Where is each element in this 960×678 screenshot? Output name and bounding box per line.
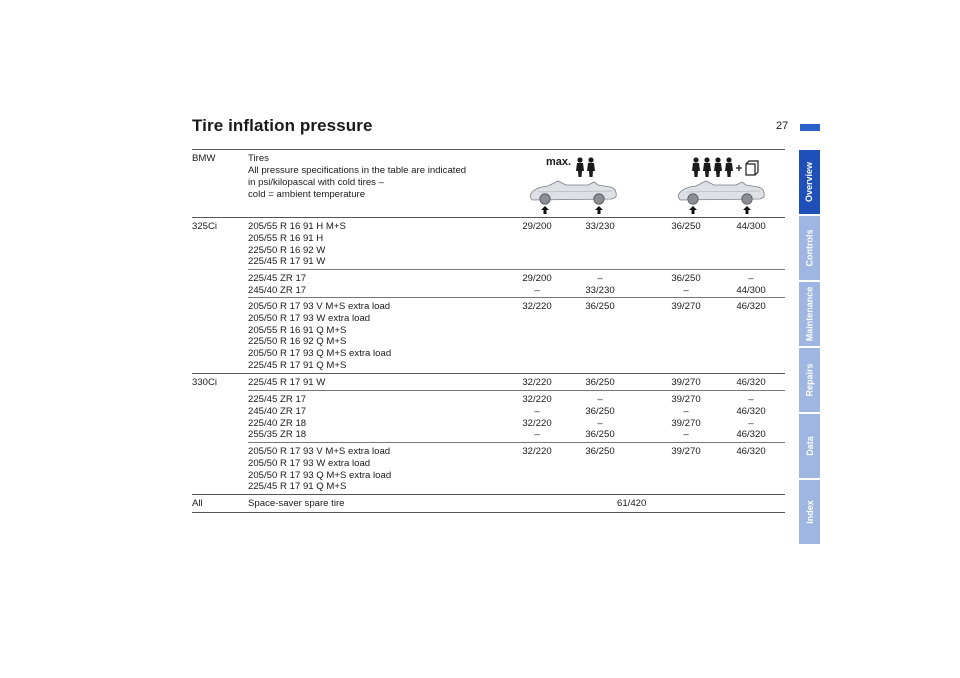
row-tires: 205/50 R 17 93 V M+S extra load 205/50 R 17 93 W extra load 205/50 R 17 93 Q M+S extra load 225/45 R 17 91 Q M+S [248,446,392,493]
row-pressure-normal-front: 29/200 [522,221,552,232]
row-pressure-full-rear: 46/320 [736,377,766,388]
row-pressure-full-front: 36/250 – [671,273,701,296]
section-accent-block [800,124,820,131]
header-tires-note: All pressure specifications in the table are indicated in psi/kilopascal with cold tires – cold = ambient temperature [248,165,467,200]
header-model-label: BMW [192,153,216,164]
row-pressure-full-front: 36/250 [671,221,701,232]
row-pressure-normal-rear: 36/250 [585,377,615,388]
row-divider [248,297,785,298]
spare-top-rule [192,494,785,495]
row-tires: 205/50 R 17 93 V M+S extra load 205/50 R 17 93 W extra load 205/55 R 16 91 Q M+S 225/50 R 16 92 Q M+S 205/50 R 17 93 Q M+S extra load 225/45 R 17 91 Q M+S [248,301,392,371]
row-pressure-full-front: 39/270 [671,377,701,388]
row-divider [248,390,785,391]
row-pressure-full-rear: – 46/320 – 46/320 [736,394,766,441]
row-pressure-normal-front: 32/220 [522,377,552,388]
row-pressure-normal-rear: 33/230 [585,221,615,232]
row-pressure-full-front: 39/270 – 39/270 – [671,394,701,441]
row-pressure-full-front: 39/270 [671,301,701,312]
row-pressure-full-rear: 44/300 [736,221,766,232]
max-label: max. [546,156,572,168]
row-pressure-normal-front: 32/220 [522,301,552,312]
row-pressure-normal-front: 29/200 – [522,273,552,296]
row-model: 330Ci [192,377,218,388]
tab-label: Index [804,500,815,524]
page-title: Tire inflation pressure [192,116,373,135]
row-tires: 225/45 ZR 17 245/40 ZR 17 225/40 ZR 18 255/35 ZR 18 [248,394,307,441]
row-model: 325Ci [192,221,218,232]
tab-data[interactable] [799,414,820,478]
tab-label: Maintenance [804,286,815,342]
row-divider [248,269,785,270]
row-tires: 225/45 ZR 17 245/40 ZR 17 [248,273,307,296]
row-pressure-normal-rear: – 33/230 [585,273,615,296]
table-top-rule [192,149,785,150]
row-pressure-full-rear: 46/320 [736,446,766,457]
tab-index[interactable] [799,480,820,544]
tab-label: Repairs [804,363,815,397]
row-tires: 205/55 R 16 91 H M+S 205/55 R 16 91 H 225/50 R 16 92 W 225/45 R 17 91 W [248,221,346,268]
tab-label: Overview [804,161,815,203]
tab-label: Data [804,436,815,456]
spare-pressure: 61/420 [617,498,647,509]
tab-repairs[interactable] [799,348,820,412]
table-bottom-rule [192,512,785,513]
row-pressure-normal-rear: 36/250 [585,446,615,457]
row-pressure-normal-front: 32/220 [522,446,552,457]
model-divider-rule [192,373,785,374]
header-tires-label: Tires [248,153,269,164]
tab-maintenance[interactable] [799,282,820,346]
row-pressure-full-rear: – 44/300 [736,273,766,296]
row-pressure-full-rear: 46/320 [736,301,766,312]
convertible-car-four-occupants-luggage-icon [672,154,768,216]
spare-tires: Space-saver spare tire [248,498,345,509]
tab-controls[interactable] [799,216,820,280]
header-bottom-rule [192,217,785,218]
spare-model: All [192,498,203,509]
convertible-car-two-occupants-icon [524,154,620,216]
tab-overview[interactable] [799,150,820,214]
row-pressure-normal-rear: – 36/250 – 36/250 [585,394,615,441]
row-pressure-normal-front: 32/220 – 32/220 – [522,394,552,441]
row-pressure-full-front: 39/270 [671,446,701,457]
row-tires: 225/45 R 17 91 W [248,377,326,388]
tab-label: Controls [804,229,815,267]
row-divider [248,442,785,443]
page-number: 27 [776,120,789,132]
row-pressure-normal-rear: 36/250 [585,301,615,312]
